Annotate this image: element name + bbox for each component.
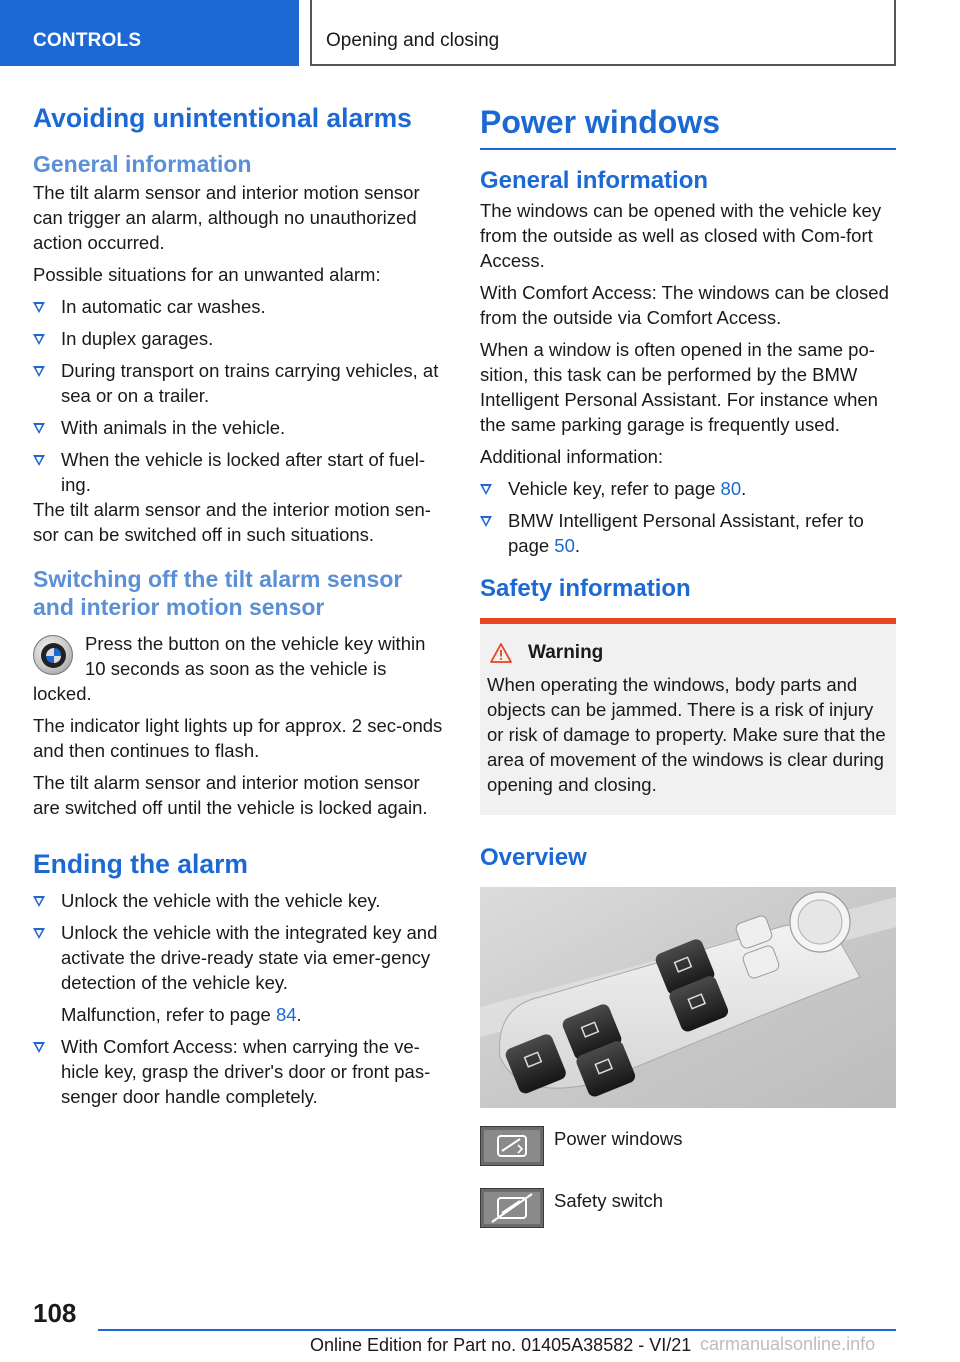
page-link-84[interactable]: 84 — [275, 1004, 297, 1025]
paragraph: The tilt alarm sensor and interior motion sensor can trigger an alarm, although no unauthorized action occurred. — [33, 182, 420, 253]
paragraph: With Comfort Access: The windows can be closed from the outside via Comfort Access. — [480, 282, 889, 328]
ending-alarm-list — [33, 888, 448, 1109]
list-item: In duplex garages. — [33, 326, 448, 351]
paragraph: The tilt alarm sensor and interior motion sensor are switched off until the vehicle is locked again. — [33, 772, 428, 818]
warning-text: When operating the windows, body parts and objects can be jammed. There is a risk of injury or risk of damage to property. Make sure that the area of movement of the windows is clear during opening and closing. — [487, 674, 886, 795]
bmw-key-button-icon — [33, 635, 73, 675]
warning-box — [480, 618, 896, 815]
legend-label-safety-switch: Safety switch — [554, 1190, 663, 1211]
section-title-alarms: Avoiding unintentional alarms — [33, 103, 412, 133]
chapter-label: Opening and closing — [326, 30, 500, 51]
triangle-bullet-icon — [33, 302, 45, 313]
warning-triangle-icon — [490, 643, 512, 663]
triangle-bullet-icon — [33, 896, 45, 907]
additional-info-list — [480, 476, 896, 558]
warning-title: Warning — [487, 640, 889, 666]
left-column — [33, 100, 448, 1116]
section-label: CONTROLS — [33, 30, 142, 51]
heading-switching-off: Switching off the tilt alarm sensor and interior motion sensor — [33, 566, 403, 620]
paragraph: The tilt alarm sensor and the interior motion sen-sor can be switched off in such situations. — [33, 499, 431, 545]
key-button-instruction: Press the button on the vehicle key within 10 seconds as soon as the vehicle is locked. — [33, 633, 426, 704]
heading-safety-information: Safety information — [480, 575, 691, 602]
paragraph: When a window is often opened in the same po-sition, this task can be performed by the BMW Intelligent Personal Assistant. For instance when the same parking garage is frequently used. — [480, 339, 878, 435]
triangle-bullet-icon — [33, 1042, 45, 1053]
list-item: With Comfort Access: when carrying the ve-hicle key, grasp the driver's door or front pas-senger door handle completely. — [33, 1034, 448, 1109]
triangle-bullet-icon — [33, 455, 45, 466]
chapter-tab — [310, 0, 896, 66]
malfunction-reference: Malfunction, refer to page 84. — [61, 1004, 302, 1025]
section-title-ending-alarm: Ending the alarm — [33, 849, 248, 879]
right-column — [480, 100, 896, 1250]
triangle-bullet-icon — [33, 928, 45, 939]
list-item: Unlock the vehicle with the vehicle key. — [33, 888, 448, 913]
page-number: 108 — [33, 1298, 77, 1328]
paragraph: Additional information: — [480, 446, 664, 467]
triangle-bullet-icon — [480, 516, 492, 527]
page-header — [0, 0, 960, 66]
paragraph: Possible situations for an unwanted alarm: — [33, 264, 381, 285]
page-link-50[interactable]: 50 — [554, 535, 575, 556]
heading-overview: Overview — [480, 844, 587, 871]
paragraph: The windows can be opened with the vehicle key from the outside as well as closed with Com-fort Access. — [480, 200, 882, 271]
heading-general-information: General information — [33, 151, 252, 177]
list-item: With animals in the vehicle. — [33, 415, 448, 440]
list-item: When the vehicle is locked after start of fuel-ing. — [33, 447, 448, 497]
footer-divider — [98, 1329, 896, 1331]
triangle-bullet-icon — [33, 334, 45, 345]
watermark: carmanualsonline.info — [700, 1334, 876, 1354]
list-item: BMW Intelligent Personal Assistant, refer to page 50. — [480, 508, 896, 558]
triangle-bullet-icon — [480, 484, 492, 495]
paragraph: The indicator light lights up for approx. 2 sec-onds and then continues to flash. — [33, 715, 443, 761]
edition-note: Online Edition for Part no. 01405A38582 - VI/21 — [310, 1335, 692, 1355]
triangle-bullet-icon — [33, 423, 45, 434]
legend-label-power-windows: Power windows — [554, 1128, 683, 1149]
section-tab — [0, 0, 299, 66]
list-item: Vehicle key, refer to page 80. — [480, 476, 896, 501]
safety-switch-symbol-icon — [480, 1188, 544, 1228]
unwanted-alarm-list — [33, 294, 448, 497]
page-link-80[interactable]: 80 — [720, 478, 742, 499]
power-window-symbol-icon — [480, 1126, 544, 1166]
list-item: In automatic car washes. — [33, 294, 448, 319]
power-window-switches-photo — [480, 887, 896, 1108]
list-item: During transport on trains carrying vehicles, at sea or on a trailer. — [33, 358, 448, 408]
triangle-bullet-icon — [33, 366, 45, 377]
list-item: Unlock the vehicle with the integrated key and activate the drive-ready state via emer-gency detection of the vehicle key. Malfunction, refer to page 84. — [33, 920, 448, 1027]
heading-general-information: General information — [480, 167, 709, 194]
legend-row-power-windows — [480, 1126, 896, 1166]
section-title-power-windows: Power windows — [480, 100, 896, 150]
legend-row-safety-switch — [480, 1188, 896, 1228]
